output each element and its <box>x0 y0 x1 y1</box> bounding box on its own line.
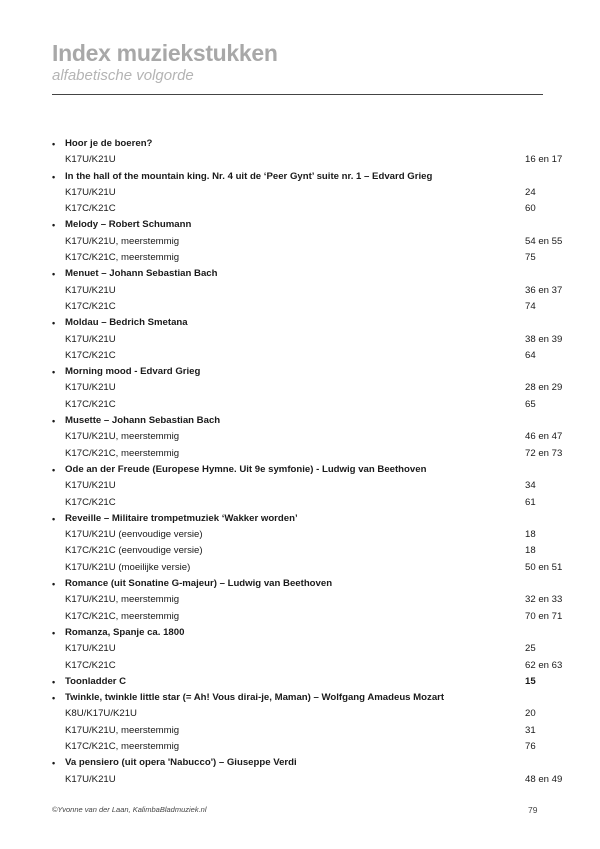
bullet-icon: • <box>52 464 56 475</box>
piece-title: Romanza, Spanje ca. 1800 <box>65 626 185 638</box>
bullet-icon: • <box>52 693 56 704</box>
piece-title: Va pensiero (uit opera 'Nabucco') – Giuseppe Verdi <box>65 757 297 769</box>
version-row <box>52 380 563 396</box>
piece-title-row <box>52 755 552 771</box>
piece-title: Toonladder C <box>65 675 127 687</box>
version-label: K17U/K21U, meerstemmig <box>65 431 180 443</box>
version-row <box>52 543 552 559</box>
piece-title: Romance (uit Sonatine G-majeur) – Ludwig van Beethoven <box>65 578 333 590</box>
version-label: K17C/K21C, meerstemmig <box>65 610 180 622</box>
bullet-icon: • <box>52 171 56 182</box>
version-pages: 16 en 17 <box>525 154 563 166</box>
version-pages: 31 <box>525 724 536 736</box>
bullet-icon: • <box>52 139 56 149</box>
version-label: K17U/K21U <box>65 480 116 492</box>
version-pages: 72 en 73 <box>525 447 563 459</box>
version-label: K17U/K21U <box>65 154 116 166</box>
bullet-icon: • <box>52 513 56 524</box>
piece-title: Twinkle, twinkle little star (= Ah! Vous dirai-je, Maman) – Wolfgang Amadeus Mozart <box>65 692 445 704</box>
version-row <box>52 332 563 348</box>
version-label: K17C/K21C, meerstemmig <box>65 447 180 459</box>
piece-title: In the hall of the mountain king. Nr. 4 uit de ‘Peer Gynt’ suite nr. 1 – Edvard Grieg <box>65 170 433 182</box>
version-pages: 61 <box>525 496 536 508</box>
version-label: K17U/K21U <box>65 773 116 785</box>
piece-title: Reveille – Militaire trompetmuziek ‘Wakker worden’ <box>65 512 298 524</box>
piece-title: Ode an der Freude (Europese Hymne. Uit 9e symfonie) - Ludwig van Beethoven <box>65 463 427 475</box>
music-index-list <box>52 136 563 788</box>
version-pages: 54 en 55 <box>525 235 563 247</box>
version-label: K17U/K21U <box>65 333 116 345</box>
version-pages: 65 <box>525 398 536 410</box>
version-row <box>52 739 552 755</box>
version-pages: 18 <box>525 545 536 557</box>
version-row <box>52 478 552 494</box>
piece-title-row <box>52 625 552 641</box>
piece-title-row <box>52 413 552 429</box>
version-row <box>52 299 552 315</box>
piece-title: Menuet – Johann Sebastian Bach <box>65 268 218 280</box>
version-row <box>52 772 563 788</box>
version-row <box>52 283 563 299</box>
version-pages: 70 en 71 <box>525 610 563 622</box>
page-header <box>52 40 552 85</box>
version-row <box>52 446 563 462</box>
version-row <box>52 609 563 625</box>
version-row <box>52 641 552 657</box>
version-pages: 18 <box>525 529 536 541</box>
header-divider <box>52 94 543 95</box>
version-row <box>52 397 552 413</box>
piece-title: Musette – Johann Sebastian Bach <box>65 415 221 427</box>
version-pages: 20 <box>525 708 536 720</box>
bullet-icon: • <box>52 579 56 590</box>
version-label: K8U/K17U/K21U <box>65 708 137 720</box>
piece-title-row <box>52 217 552 233</box>
version-label: K17C/K21C, meerstemmig <box>65 740 180 752</box>
version-label: K17C/K21C, meerstemmig <box>65 252 180 264</box>
page-number: 79 <box>528 805 538 815</box>
version-pages: 75 <box>525 252 536 264</box>
version-label: K17C/K21C <box>65 349 116 361</box>
piece-title: Moldau – Bedrich Smetana <box>65 317 188 329</box>
version-row <box>52 592 563 608</box>
version-label: K17U/K21U (moeilijke versie) <box>65 561 191 573</box>
piece-title-row <box>52 674 552 690</box>
version-pages: 28 en 29 <box>525 382 563 394</box>
version-pages: 60 <box>525 203 536 215</box>
version-row <box>52 495 552 511</box>
piece-title-row <box>52 364 552 380</box>
version-pages: 36 en 37 <box>525 284 563 296</box>
page-subtitle: alfabetische volgorde <box>52 67 194 84</box>
version-row <box>52 429 563 445</box>
version-pages: 25 <box>525 643 536 655</box>
version-label: K17C/K21C <box>65 203 116 215</box>
version-label: K17C/K21C <box>65 496 116 508</box>
version-pages: 34 <box>525 480 536 492</box>
bullet-icon: • <box>52 318 56 329</box>
piece-title: Hoor je de boeren? <box>65 138 153 149</box>
version-pages: 64 <box>525 349 536 361</box>
version-pages: 50 en 51 <box>525 561 563 573</box>
bullet-icon: • <box>52 220 56 231</box>
piece-title-row <box>52 690 552 706</box>
piece-title-row <box>52 169 552 185</box>
version-pages: 32 en 33 <box>525 594 563 606</box>
piece-title-row <box>52 511 552 527</box>
version-label: K17C/K21C <box>65 300 116 312</box>
version-row <box>52 250 552 266</box>
version-row <box>52 201 552 217</box>
version-row <box>52 527 552 543</box>
piece-title: Melody – Robert Schumann <box>65 219 192 231</box>
version-label: K17U/K21U, meerstemmig <box>65 594 180 606</box>
copyright-credit: ©Yvonne van der Laan, KalimbaBladmuziek.nl <box>52 805 207 814</box>
version-row <box>52 560 563 576</box>
version-pages: 76 <box>525 740 536 752</box>
page-title: Index muziekstukken <box>52 40 278 66</box>
version-label: K17U/K21U, meerstemmig <box>65 724 180 736</box>
version-pages: 74 <box>525 300 536 312</box>
bullet-icon: • <box>52 416 56 427</box>
piece-title-row <box>52 576 552 592</box>
piece-title-row <box>52 462 552 478</box>
version-row <box>52 658 563 674</box>
version-row <box>52 348 552 364</box>
piece-title-row <box>52 136 552 152</box>
version-row <box>52 152 563 168</box>
version-label: K17C/K21C (eenvoudige versie) <box>65 545 203 557</box>
version-label: K17U/K21U <box>65 284 116 296</box>
piece-title-row <box>52 266 552 282</box>
version-label: K17U/K21U <box>65 186 116 198</box>
version-pages: 46 en 47 <box>525 431 563 443</box>
version-label: K17U/K21U (eenvoudige versie) <box>65 529 203 541</box>
version-label: K17U/K21U <box>65 643 116 655</box>
bullet-icon: • <box>52 627 56 638</box>
version-pages: 38 en 39 <box>525 333 563 345</box>
version-pages: 62 en 63 <box>525 659 563 671</box>
piece-title: Morning mood - Edvard Grieg <box>65 366 201 378</box>
version-label: K17U/K21U, meerstemmig <box>65 235 180 247</box>
bullet-icon: • <box>52 758 56 769</box>
version-row <box>52 234 563 250</box>
version-pages: 24 <box>525 186 536 198</box>
version-label: K17C/K21C <box>65 398 116 410</box>
bullet-icon: • <box>52 269 56 280</box>
version-row <box>52 185 552 201</box>
version-pages: 48 en 49 <box>525 773 563 785</box>
version-row <box>52 723 552 739</box>
piece-pages: 15 <box>525 675 536 687</box>
version-label: K17C/K21C <box>65 659 116 671</box>
piece-title-row <box>52 315 552 331</box>
version-row <box>52 706 552 722</box>
bullet-icon: • <box>52 676 56 687</box>
version-label: K17U/K21U <box>65 382 116 394</box>
bullet-icon: • <box>52 367 56 378</box>
